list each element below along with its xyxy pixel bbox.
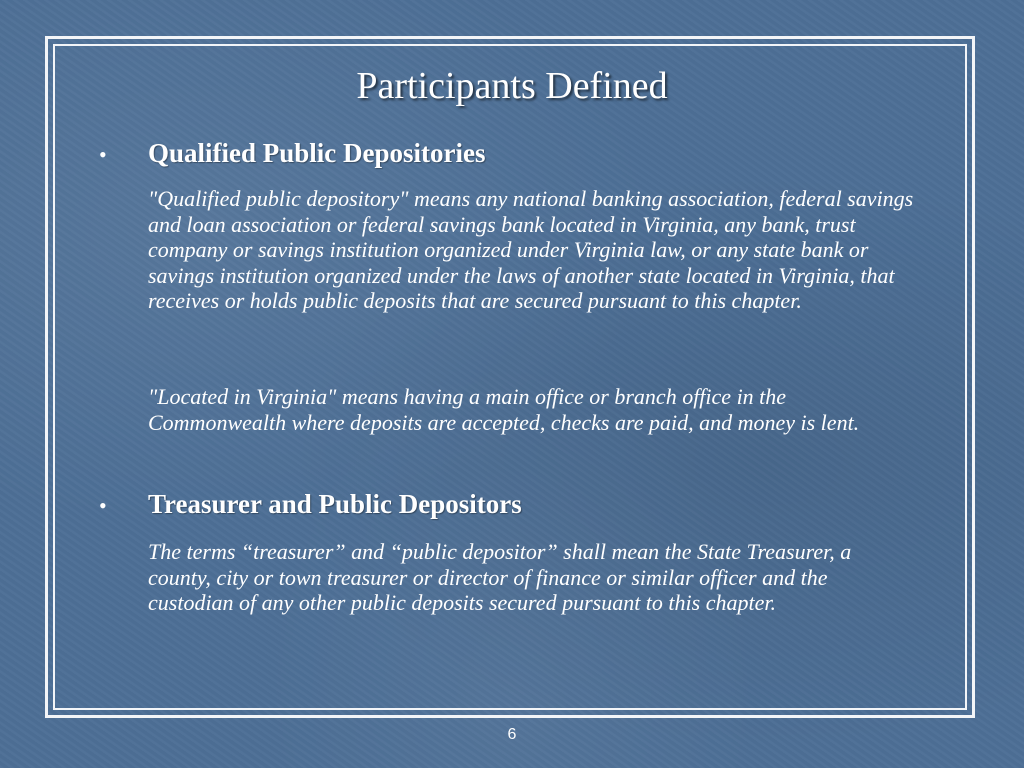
definition-qualified-public-depository: "Qualified public depository" means any national banking association, federal savings and loan association or federal savings bank located in Virginia, any bank, trust company or savings institution organized under Virginia law, or any state bank or savings institution organized under the laws of another state located in Virginia, that receives or holds public deposits that are secured pursuant to this chapter. bbox=[148, 186, 914, 313]
bullet-marker: • bbox=[99, 493, 107, 518]
bullet-treasurer-and-public-depositors bbox=[99, 489, 522, 520]
slide-title: Participants Defined bbox=[356, 65, 668, 107]
definition-treasurer-public-depositor: The terms “treasurer” and “public depositor” shall mean the State Treasurer, a county, city or town treasurer or director of finance or similar officer and the custodian of any other public deposits secured pursuant to this chapter. bbox=[148, 539, 852, 615]
section-heading: Treasurer and Public Depositors bbox=[148, 489, 522, 519]
definition-located-in-virginia: "Located in Virginia" means having a main office or branch office in the Commonwealth where deposits are accepted, checks are paid, and money is lent. bbox=[148, 384, 860, 435]
bullet-marker: • bbox=[99, 142, 107, 167]
section-heading: Qualified Public Depositories bbox=[148, 138, 486, 168]
bullet-qualified-public-depositories bbox=[99, 138, 486, 169]
page-number: 6 bbox=[507, 726, 517, 743]
